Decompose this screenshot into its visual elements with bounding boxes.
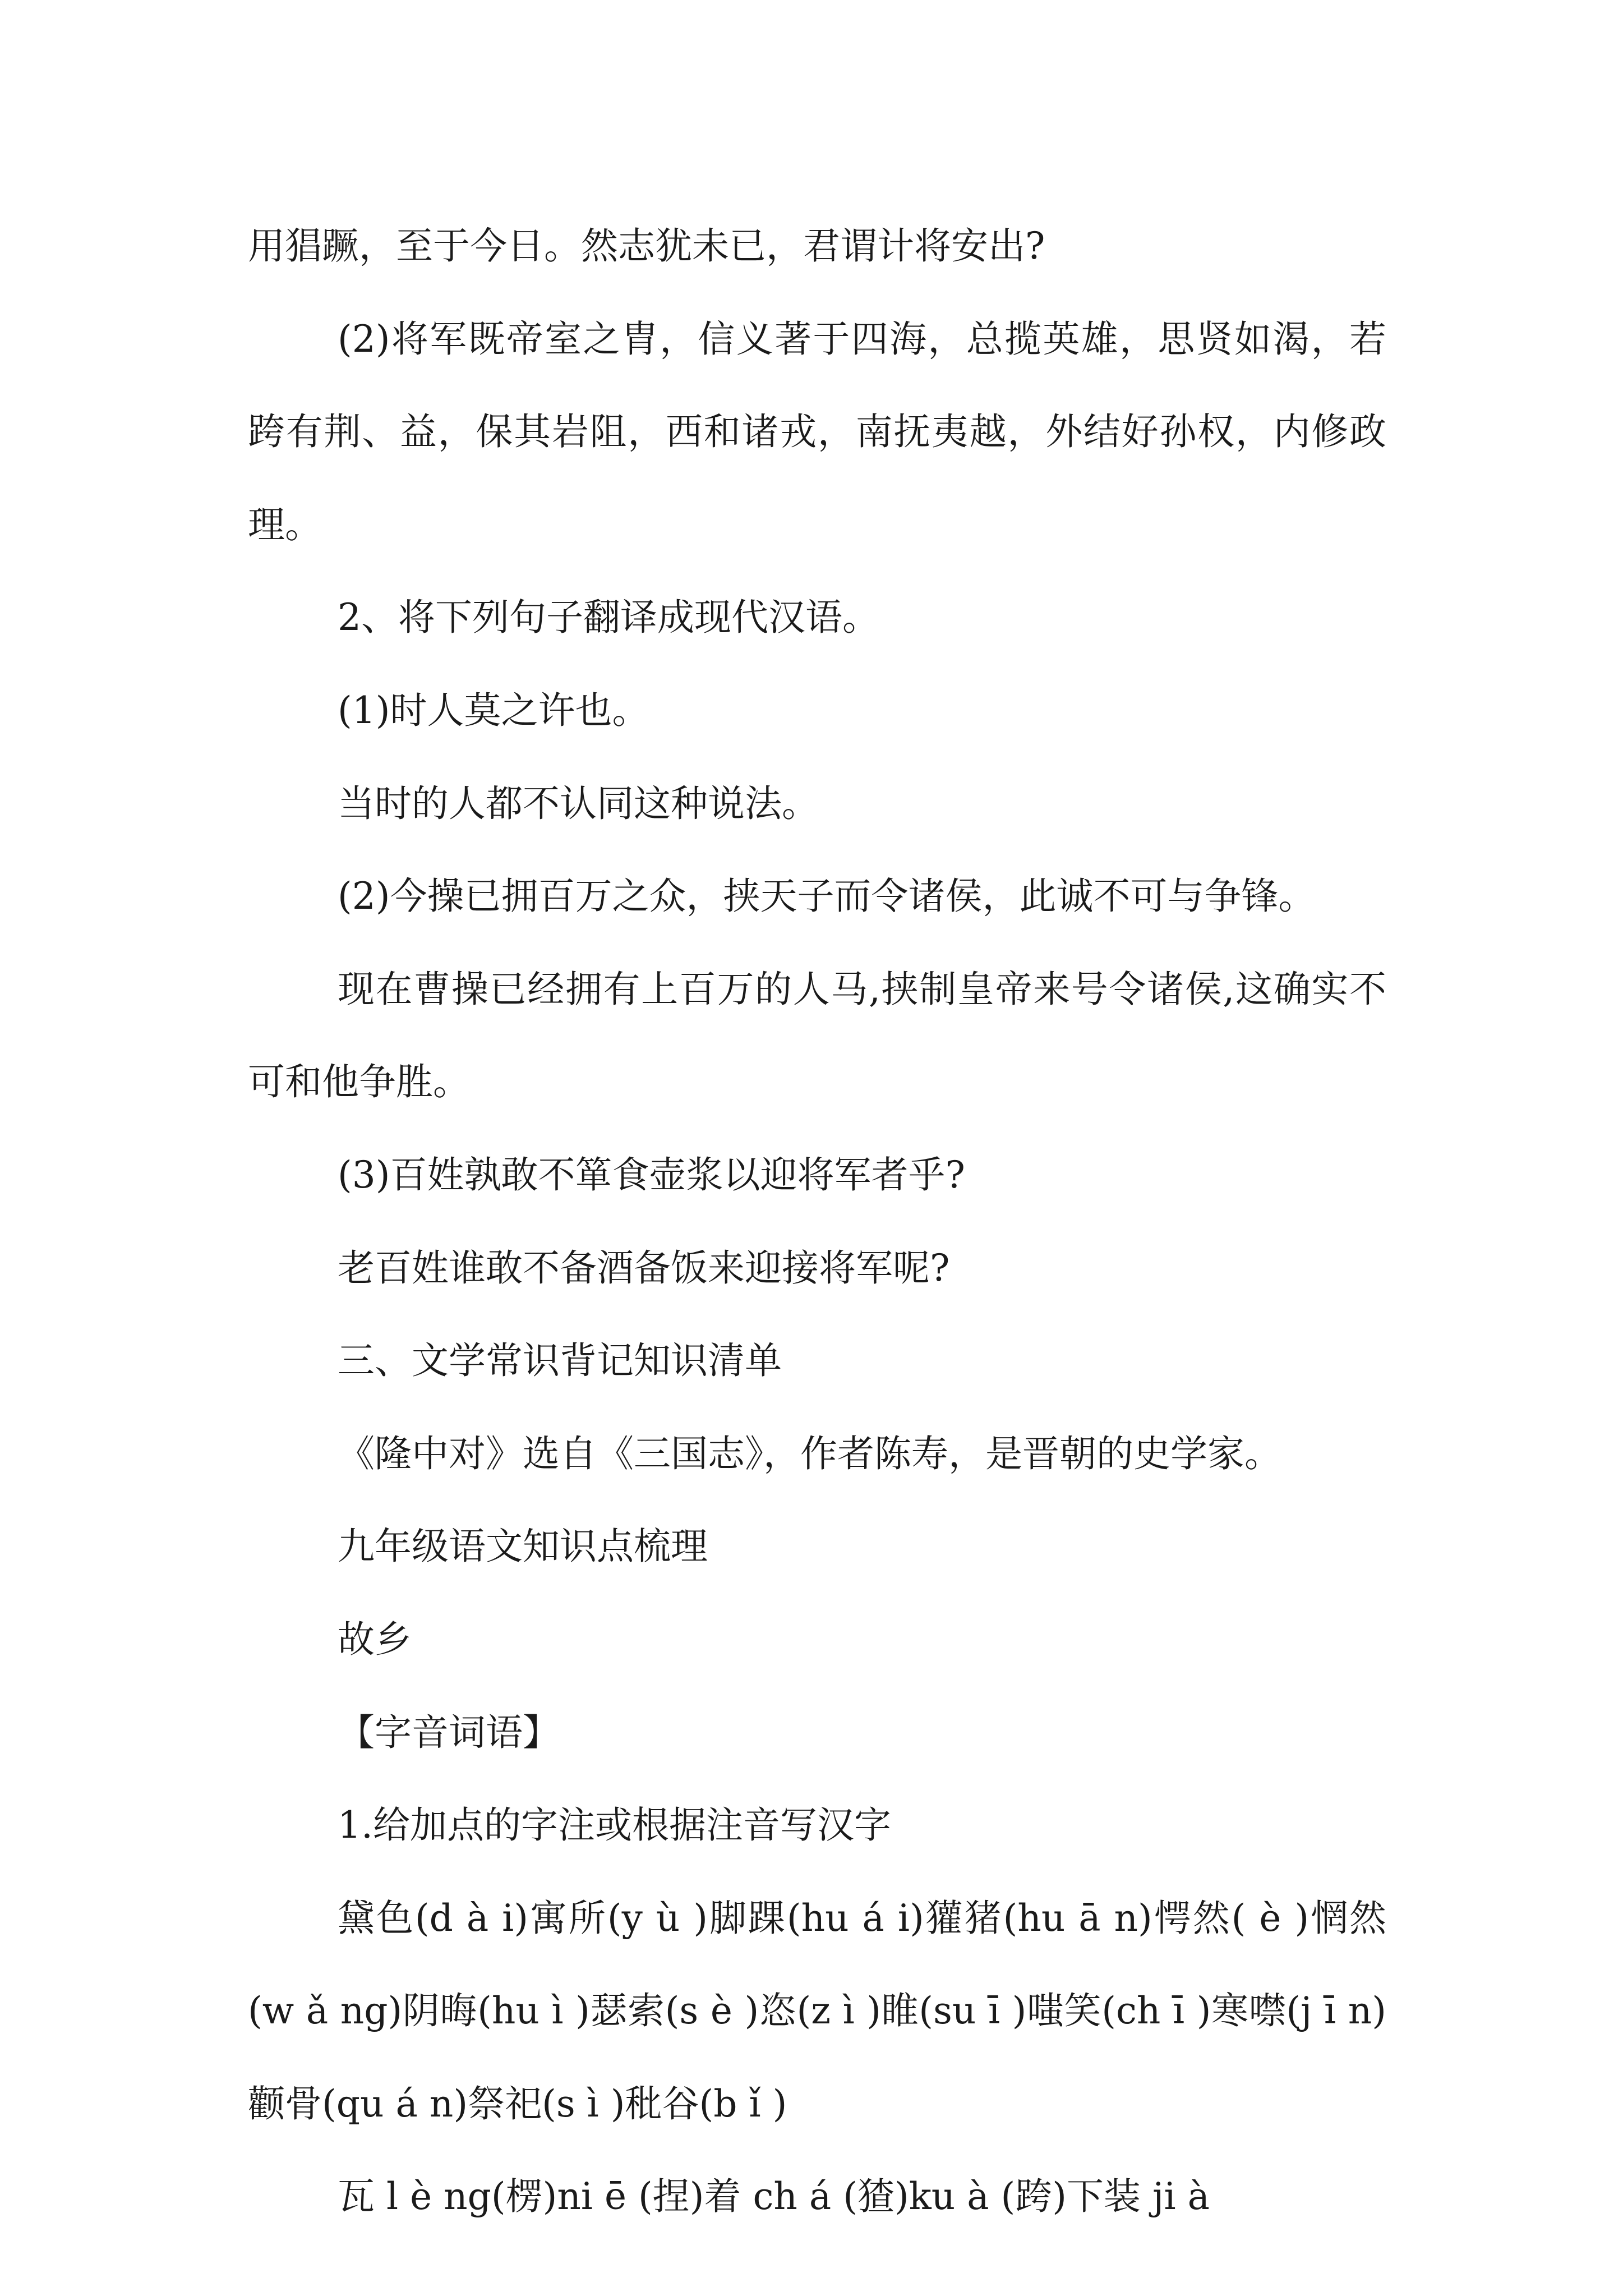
exercise-instruction: 1.给加点的字注或根据注音写汉字 [338, 1803, 891, 1847]
lesson-title: 故乡 [338, 1617, 412, 1661]
paragraph-8: (3)百姓孰敢不箪食壶浆以迎将军者乎? [338, 1153, 965, 1197]
pinyin-list: 黛色(d à i)寓所(y ù )脚踝(hu á i)獾猪(hu ā n)愕然( è )惘然(w ǎ ng)阴晦(hu ì )瑟索(s è )恣(z ì )睢(su ī )嗤笑(ch ī )寒噤(j ī n)颧骨(qu á n)祭祀(s ì )秕谷(b ǐ ) [248, 1896, 1386, 2125]
paragraph-6: (2)今操已拥百万之众，挟天子而令诸侯，此诚不可与争锋。 [338, 875, 1316, 918]
paragraph-7: 现在曹操已经拥有上百万的人马,挟制皇帝来号令诸侯,这确实不可和他争胜。 [248, 967, 1386, 1104]
paragraph-1: 用猖蹶，至于今日。然志犹未已，君谓计将安出? [248, 224, 1045, 268]
subsection-heading: 【字音词语】 [338, 1710, 560, 1754]
paragraph-5: 当时的人都不认同这种说法。 [338, 781, 819, 825]
pinyin-list-continued: 瓦 l è ng(楞)ni ē (捏)着 ch á (猹)ku à (跨)下装 ji à [338, 2175, 1210, 2219]
paragraph-3: 2、将下列句子翻译成现代汉语。 [338, 596, 879, 639]
document-body [248, 200, 1386, 2243]
section-heading-grade9: 九年级语文知识点梳理 [338, 1525, 708, 1568]
paragraph-4: (1)时人莫之许也。 [338, 688, 649, 732]
paragraph-2: (2)将军既帝室之胄，信义著于四海，总揽英雄，思贤如渴，若跨有荆、益，保其岩阻，西和诸戎，南抚夷越，外结好孙权，内修政理。 [248, 317, 1386, 546]
paragraph-9: 老百姓谁敢不备酒备饭来迎接将军呢? [338, 1246, 950, 1290]
section-heading-literary-knowledge: 三、文学常识背记知识清单 [338, 1339, 782, 1383]
paragraph-11: 《隆中对》选自《三国志》，作者陈寿，是晋朝的史学家。 [338, 1432, 1281, 1475]
